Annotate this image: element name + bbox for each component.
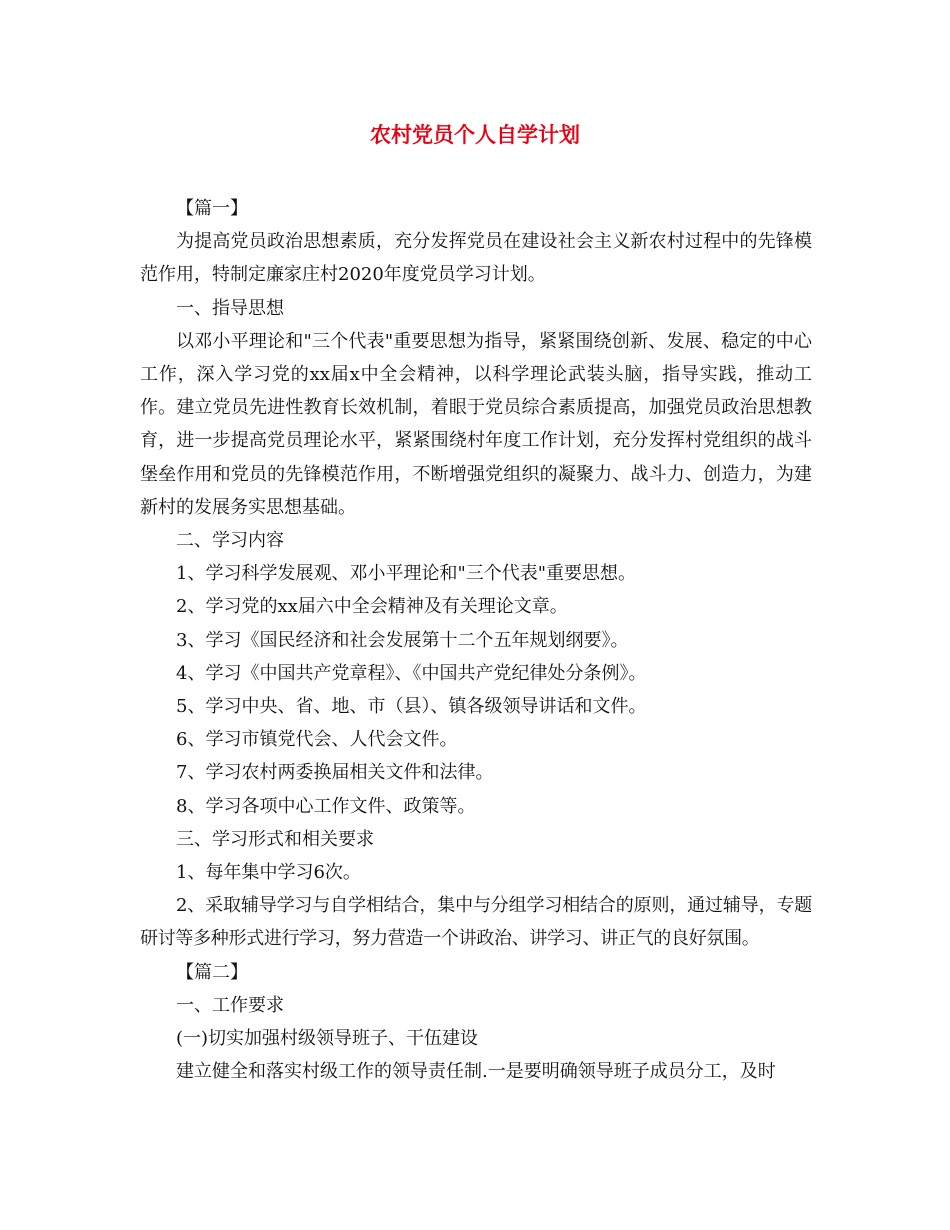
heading-study-form: 三、学习形式和相关要求 [176, 828, 374, 850]
study-item-5: 5、学习中央、省、地、市（县）、镇各级领导讲话和文件。 [176, 696, 647, 718]
heading-study-content: 二、学习内容 [176, 530, 284, 552]
document-body [140, 192, 812, 1088]
heading-work-requirements: 一、工作要求 [176, 994, 284, 1016]
section-heading-part-one: 【篇一】 [176, 198, 248, 219]
section-heading-part-two: 【篇二】 [176, 961, 248, 983]
study-item-2: 2、学习党的xx届六中全会精神及有关理论文章。 [176, 596, 568, 618]
document-title: 农村党员个人自学计划 [370, 122, 580, 147]
study-form-item-1: 1、每年集中学习6次。 [176, 862, 361, 884]
subheading-leadership-team: (一)切实加强村级领导班子、干伍建设 [176, 1028, 479, 1050]
leadership-paragraph: 建立健全和落实村级工作的领导责任制.一是要明确领导班子成员分工，及时 [176, 1061, 776, 1083]
study-item-3: 3、学习《国民经济和社会发展第十二个五年规划纲要》。 [176, 629, 629, 651]
study-item-7: 7、学习农村两委换届相关文件和法律。 [176, 762, 494, 784]
intro-paragraph: 为提高党员政治思想素质，充分发挥党员在建设社会主义新农村过程中的先锋模范作用，特制定廉家庄村2020年度党员学习计划。 [140, 231, 812, 286]
guiding-ideology-paragraph: 以邓小平理论和"三个代表"重要思想为指导，紧紧围绕创新、发展、稳定的中心工作，深入学习党的xx届x中全会精神，以科学理论武装头脑，指导实践，推动工作。建立党员先进性教育长效机制，着眼于党员综合素质提高，加强党员政治思想教育，进一步提高党员理论水平，紧紧围绕村年度工作计划，充分发挥村党组织的战斗堡垒作用和党员的先锋模范作用，不断增强党组织的凝聚力、战斗力、创造力，为建新村的发展务实思想基础。 [140, 330, 812, 518]
study-form-item-2: 2、采取辅导学习与自学相结合，集中与分组学习相结合的原则，通过辅导，专题研讨等多种形式进行学习，努力营造一个讲政治、讲学习、讲正气的良好氛围。 [140, 895, 812, 950]
study-item-1: 1、学习科学发展观、邓小平理论和"三个代表"重要思想。 [176, 563, 637, 585]
heading-guiding-ideology: 一、指导思想 [176, 297, 284, 319]
study-item-8: 8、学习各项中心工作文件、政策等。 [176, 795, 476, 817]
study-item-6: 6、学习市镇党代会、人代会文件。 [176, 729, 458, 751]
study-item-4: 4、学习《中国共产党章程》、《中国共产党纪律处分条例》。 [176, 662, 647, 684]
